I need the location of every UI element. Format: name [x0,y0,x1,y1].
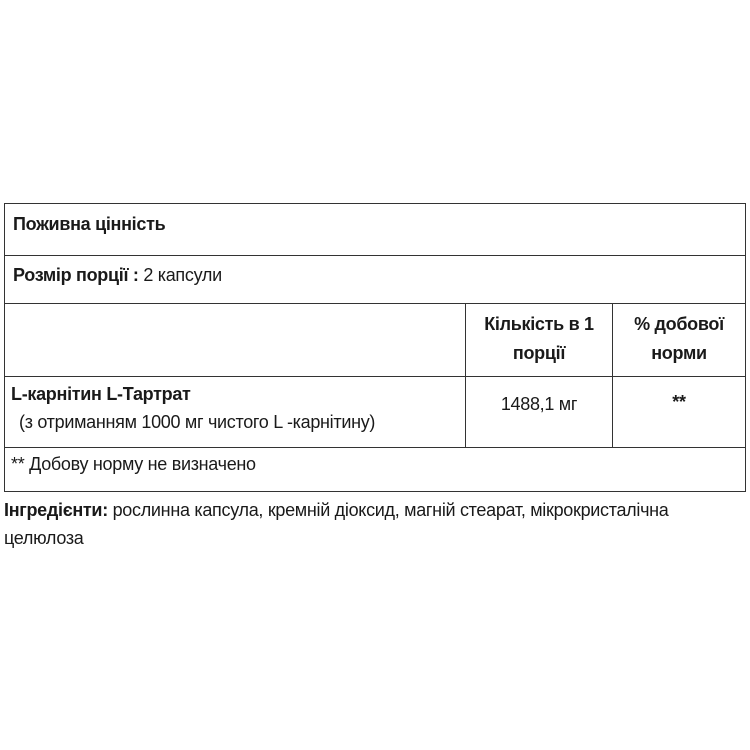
header-row [5,304,745,377]
ingredients [4,496,744,552]
header-dv: % добової норми [612,304,745,376]
title-row [5,204,745,256]
footnote: ** Добову норму не визначено [11,454,256,474]
nutrient-name: L-карнітин L-Тартрат [11,384,191,404]
nutrition-table [4,203,746,492]
table-row [5,377,745,448]
ingredients-text: рослинна капсула, кремній діоксид, магній стеарат, мікрокристалічна целюлоза [4,500,669,548]
header-empty [5,304,465,376]
nutrient-note: (з отриманням 1000 мг чистого L -карнітину) [19,412,376,432]
nutrient-dv: ** [612,377,745,447]
nutrient-amount: 1488,1 мг [465,377,612,447]
header-amount: Кількість в 1 порції [465,304,612,376]
serving-row [5,256,745,304]
table-title: Поживна цінність [13,214,166,234]
serving-value: 2 капсули [143,265,222,285]
serving-label: Розмір порції : [13,265,139,285]
ingredients-label: Інгредієнти: [4,500,108,520]
footnote-row [5,448,745,491]
